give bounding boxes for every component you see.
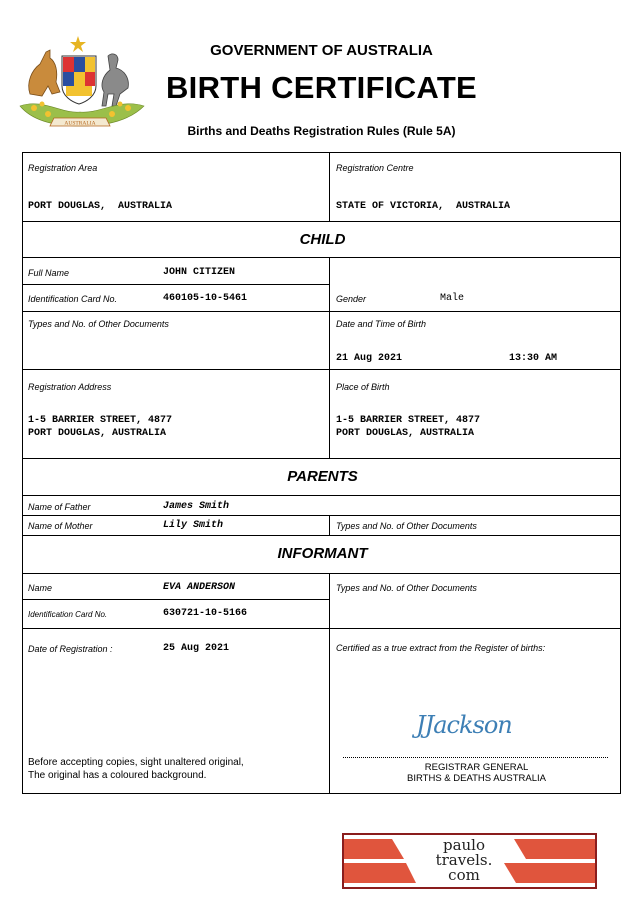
registrar-title xyxy=(339,762,614,784)
dob-date-value: 21 Aug 2021 xyxy=(336,353,403,364)
authenticity-note xyxy=(28,756,244,782)
divider xyxy=(23,257,620,258)
divider xyxy=(23,284,329,285)
divider xyxy=(23,573,620,574)
parents-other-docs-label: Types and No. of Other Documents xyxy=(336,521,477,531)
child-id-label: Identification Card No. xyxy=(28,294,118,304)
authenticity-note-line2: The original has a coloured background. xyxy=(28,770,207,781)
registration-address-line1: 1-5 BARRIER STREET, 4877 xyxy=(28,415,173,426)
place-of-birth-label: Place of Birth xyxy=(336,382,390,392)
registration-area-value: PORT DOUGLAS, AUSTRALIA xyxy=(28,201,173,212)
crest-scroll-text: AUSTRALIA xyxy=(64,120,96,127)
paulo-travels-logo xyxy=(342,833,597,889)
divider xyxy=(23,369,620,370)
child-section-heading: CHILD xyxy=(299,231,346,248)
father-value: James Smith xyxy=(163,501,230,512)
divider xyxy=(23,311,620,312)
certificate-title: BIRTH CERTIFICATE xyxy=(165,70,478,105)
logo-line1: paulo xyxy=(442,836,486,854)
registrar-line1: REGISTRAR GENERAL xyxy=(424,762,529,773)
rules-subtitle: Births and Deaths Registration Rules (Rule 5A) xyxy=(187,124,456,138)
informant-id-value: 630721-10-5166 xyxy=(163,608,248,619)
parents-section-heading: PARENTS xyxy=(287,468,358,485)
registration-centre-label: Registration Centre xyxy=(336,163,414,173)
logo-text xyxy=(399,838,529,883)
registration-date-value: 25 Aug 2021 xyxy=(163,643,230,654)
column-divider xyxy=(329,257,330,458)
divider xyxy=(23,535,620,536)
gender-label: Gender xyxy=(336,294,367,304)
registration-area-label: Registration Area xyxy=(28,163,98,173)
certified-statement: Certified as a true extract from the Register of births: xyxy=(336,643,546,653)
father-label: Name of Father xyxy=(28,502,91,512)
mother-label: Name of Mother xyxy=(28,521,93,531)
certificate-form xyxy=(22,152,621,794)
child-other-docs-label: Types and No. of Other Documents xyxy=(28,319,169,329)
gender-value: Male xyxy=(440,293,465,304)
informant-name-value: EVA ANDERSON xyxy=(163,582,236,593)
child-id-value: 460105-10-5461 xyxy=(163,293,248,304)
informant-name-label: Name xyxy=(28,583,53,593)
column-divider xyxy=(329,153,330,221)
place-of-birth-line2: PORT DOUGLAS, AUSTRALIA xyxy=(336,428,475,439)
informant-id-label: Identification Card No. xyxy=(28,610,108,619)
logo-line3: com xyxy=(448,866,480,884)
divider xyxy=(23,599,329,600)
divider xyxy=(23,221,620,222)
divider xyxy=(23,458,620,459)
full-name-value: JOHN CITIZEN xyxy=(163,267,236,278)
registration-address-label: Registration Address xyxy=(28,382,112,392)
authenticity-note-line1: Before accepting copies, sight unaltered original, xyxy=(28,757,244,768)
column-divider xyxy=(329,515,330,535)
divider xyxy=(23,515,620,516)
informant-other-docs-label: Types and No. of Other Documents xyxy=(336,583,477,593)
place-of-birth-line1: 1-5 BARRIER STREET, 4877 xyxy=(336,415,481,426)
full-name-label: Full Name xyxy=(28,268,70,278)
signature-line xyxy=(343,757,608,758)
dob-time-value: 13:30 AM xyxy=(509,353,558,364)
mother-value: Lily Smith xyxy=(163,520,224,531)
dob-label: Date and Time of Birth xyxy=(336,319,426,329)
registration-centre-value: STATE OF VICTORIA, AUSTRALIA xyxy=(336,201,511,212)
registrar-signature: JJackson xyxy=(416,711,512,739)
divider xyxy=(23,495,620,496)
registration-address-line2: PORT DOUGLAS, AUSTRALIA xyxy=(28,428,167,439)
informant-section-heading: INFORMANT xyxy=(277,545,368,562)
registration-date-label: Date of Registration : xyxy=(28,644,113,654)
divider xyxy=(23,628,620,629)
logo-line2: travels. xyxy=(435,851,493,869)
registrar-line2: BIRTHS & DEATHS AUSTRALIA xyxy=(406,773,547,784)
government-heading: GOVERNMENT OF AUSTRALIA xyxy=(210,42,433,59)
column-divider xyxy=(329,573,330,793)
